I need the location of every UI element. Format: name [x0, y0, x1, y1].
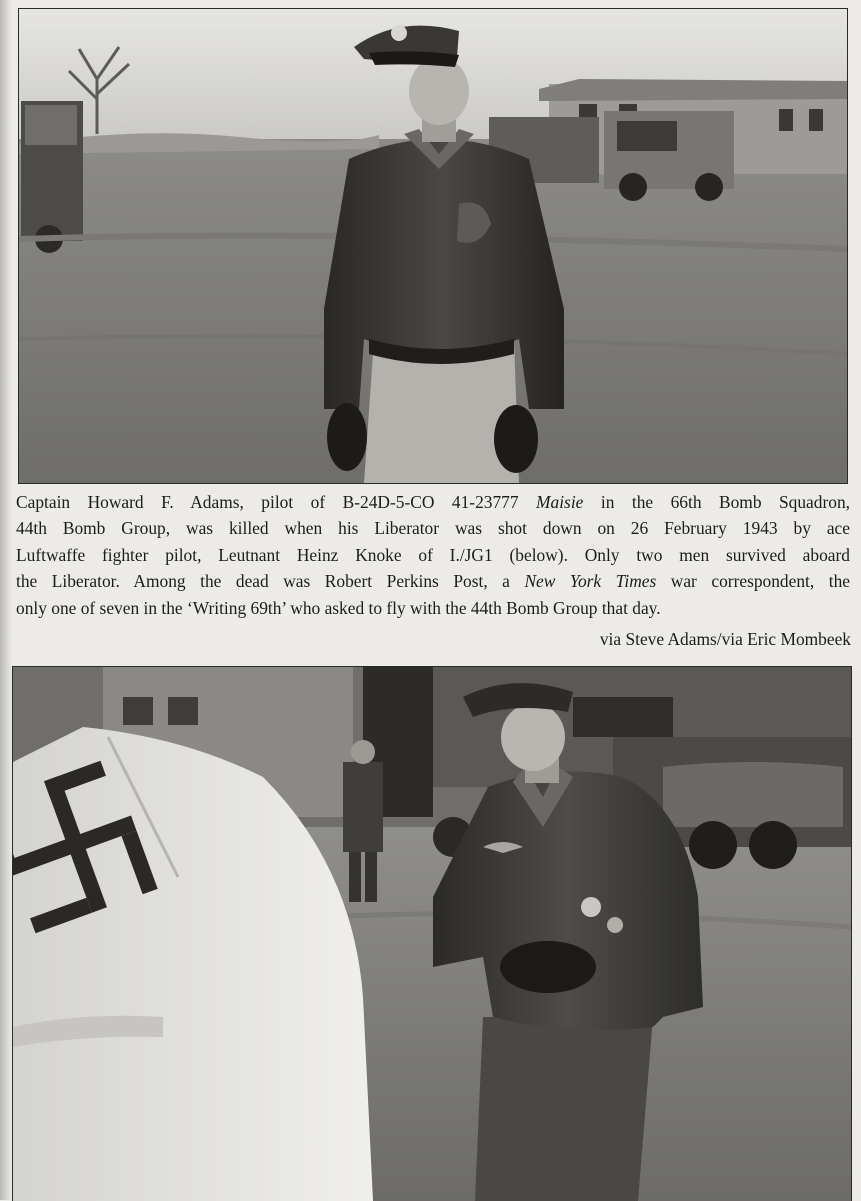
photo-leutnant-knoke	[12, 666, 852, 1201]
caption-line-1: Captain Howard F. Adams, pilot of B-24D-5-CO 41-23777 Maisie in the 66th Bomb Squadron,	[16, 492, 851, 512]
page-edge-shadow	[0, 0, 12, 1200]
aircraft-name: Maisie	[536, 492, 584, 512]
caption-line-4: the Liberator. Among the dead was Robert Perkins Post, a New York Times war correspondent, the	[16, 571, 850, 592]
caption-line-5: only one of seven in the ‘Writing 69th’ who asked to fly with the 44th Bomb Group that day.	[16, 597, 661, 618]
photo-caption	[16, 489, 850, 621]
caption-line-2: 44th Bomb Group, was killed when his Liberator was shot down on 26 February 1943 by ace	[16, 518, 850, 539]
caption-line-3: Luftwaffe fighter pilot, Leutnant Heinz Knoke of I./JG1 (below). Only two men survived aboard	[16, 544, 850, 565]
photo-captain-adams	[18, 8, 848, 484]
newspaper-name: New York Times	[524, 571, 657, 592]
photo-credit: via Steve Adams/via Eric Mombeek	[599, 629, 851, 649]
